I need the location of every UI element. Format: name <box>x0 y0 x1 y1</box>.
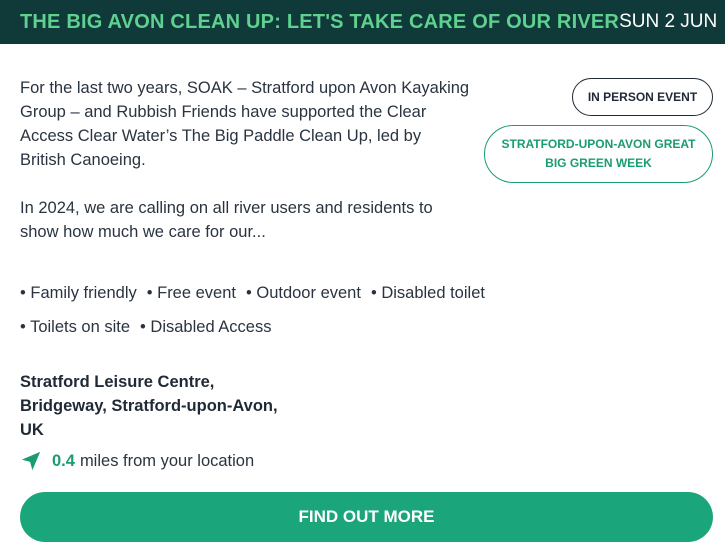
address-line-1: Stratford Leisure Centre, <box>20 373 215 391</box>
navigation-arrow-icon <box>20 450 42 472</box>
event-date: SUN 2 JUN <box>619 11 718 32</box>
campaign-tag-line-1: STRATFORD-UPON-AVON GREAT <box>501 137 696 151</box>
distance-label: miles from your location <box>79 451 255 470</box>
feature-toilets-on-site: • Toilets on site <box>20 318 130 337</box>
description-paragraph-2: In 2024, we are calling on all river users and residents to show how much we care for our... <box>20 199 433 241</box>
event-description <box>20 76 470 268</box>
description-paragraph-1: For the last two years, SOAK – Stratford upon Avon Kayaking Group – and Rubbish Friends have supported the Clear Access Clear Water’s The Big Paddle Clean Up, led by British Canoeing. <box>20 79 470 169</box>
feature-outdoor-event: • Outdoor event <box>246 284 361 303</box>
event-header <box>0 0 725 44</box>
feature-row-1 <box>20 276 580 310</box>
address-line-2: Bridgeway, Stratford-upon-Avon, <box>20 397 278 415</box>
campaign-tag-line-2: BIG GREEN WEEK <box>545 156 652 170</box>
distance-info <box>20 450 254 472</box>
event-title: THE BIG AVON CLEAN UP: LET'S TAKE CARE OF OUR RIVER <box>20 10 620 33</box>
feature-free-event: • Free event <box>147 284 236 303</box>
feature-list <box>20 276 580 344</box>
feature-family-friendly: • Family friendly <box>20 284 137 303</box>
event-type-tag: IN PERSON EVENT <box>572 78 713 116</box>
campaign-tag <box>484 125 713 183</box>
find-out-more-button[interactable]: FIND OUT MORE <box>20 492 713 542</box>
feature-disabled-access: • Disabled Access <box>140 318 271 337</box>
address-line-3: UK <box>20 421 44 439</box>
distance-value: 0.4 <box>52 451 75 470</box>
event-address <box>20 370 320 442</box>
feature-row-2 <box>20 310 580 344</box>
feature-disabled-toilet: • Disabled toilet <box>371 284 485 303</box>
